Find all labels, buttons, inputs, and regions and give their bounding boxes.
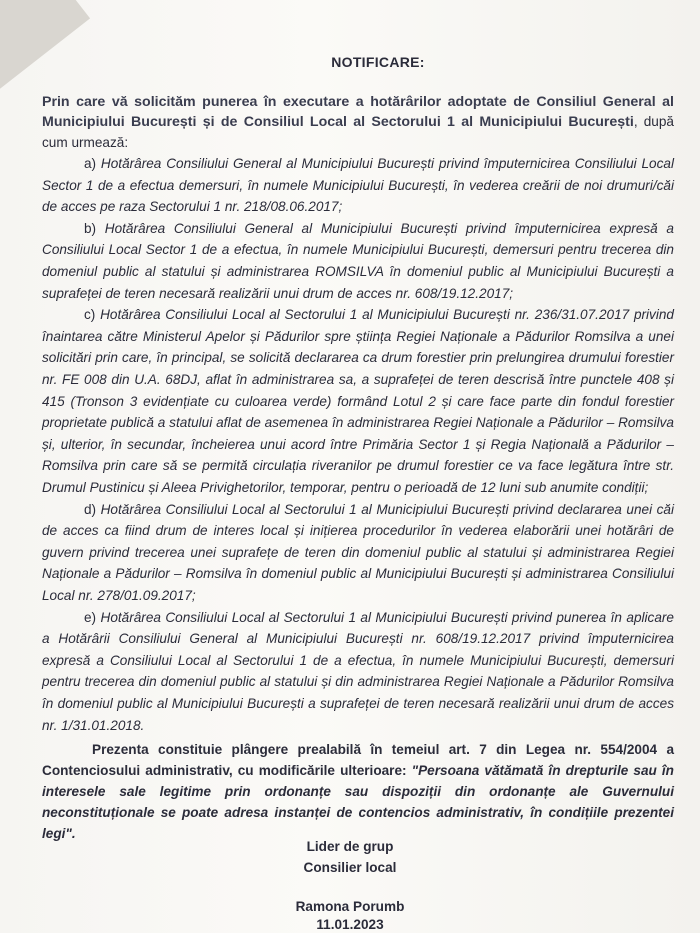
- legal-paragraph: [42, 739, 674, 844]
- legal-text: Prezenta constituie plângere prealabilă în temeiul art. 7 din Legea nr. 554/2004 a Contenciosului administrativ, cu modificările ulterioare:: [42, 742, 674, 779]
- item-label: e): [84, 609, 101, 625]
- item-label: d): [84, 501, 101, 517]
- signature-name: Ramona Porumb: [295, 899, 405, 914]
- intro-paragraph: [42, 92, 674, 154]
- item-text: Hotărârea Consiliului Local al Sectorului 1 al Municipiului București privind punerea în aplicare a Hotărârii Consiliului General al Municipiului București nr. 608/19.12.2017 privind împuternicirea expresă a Consiliului Local al Sectorului 1 de a efectua, în numele Municipiului București, demersuri pentru trecerea din domeniul public al statului și din administrarea Regiei Naționale a Pădurilor Romsilva în domeniul public al Municipiului București a suprafeței de teren necesară realizării unui drum de acces nr. 1/31.01.2018.: [42, 609, 674, 733]
- list-item-c: [42, 304, 674, 498]
- intro-tail-text: , după cum urmează:: [42, 114, 674, 150]
- list-item-d: [42, 499, 674, 607]
- item-text: Hotărârea Consiliului Local al Sectorului 1 al Municipiului București nr. 236/31.07.2017 privind înaintarea către Ministerul Apelor și Pădurilor spre știința Regiei Naționale a Pădurilor Romsilva a unei solicitări prin care, în principal, se solicită declararea ca drum forestier prin prelungirea drumului forestier nr. FE 008 din U.A. 68DJ, aflat în administrarea sa, a suprafeței de teren descrisă între punctele 408 și 415 (Tronson 3 evidențiate cu culoarea verde) formând Lotul 2 și care face parte din fondul forestier proprietate publică a statului aflat de asemenea în administrarea Regiei Naționale a Pădurilor – Romsilva și, ulterior, în secundar, încheierea unui acord între Primăria Sector 1 și Regia Națională a Pădurilor – Romsilva prin care să se permită circulația riveranilor pe drumul forestier ce va face legătura între str. Drumul Pustinicu și Aleea Privighetorilor, temporar, pentru o perioadă de 12 luni sub anumite condiții;: [42, 307, 674, 495]
- item-label: a): [84, 156, 101, 172]
- item-text: Hotărârea Consiliului General al Municipiului București privind împuternicirea expresă a Consiliului Local Sector 1 de a efectua, în numele Municipiului București, demersuri pentru trecerea din domeniul public al statului și administrarea ROMSILVA în domeniul public al Municipiului București a suprafeței de teren necesară realizării unui drum de acces nr. 608/19.12.2017;: [42, 220, 674, 301]
- signature-date: 11.01.2023: [316, 917, 384, 932]
- item-label: b): [84, 220, 105, 236]
- signature-role-1: Lider de grup: [306, 839, 394, 854]
- list-item-e: [42, 607, 674, 737]
- list-item-a: [42, 153, 674, 218]
- item-text: Hotărârea Consiliului Local al Sectorului 1 al Municipiului București privind declararea unei căi de acces ca fiind drum de interes local și inițierea procedurilor în vederea elaborării unei hotărâri de guvern privind trecerea unei suprafețe de teren din domeniul public al statului și administrarea Regiei Naționale a Pădurilor – Romsilva în domeniul public al Municipiului București și administrarea Consiliului Local nr. 278/01.09.2017;: [42, 501, 674, 603]
- document-body: [42, 52, 674, 858]
- item-label: c): [84, 307, 101, 323]
- intro-bold-text: Prin care vă solicităm punerea în executare a hotărârilor adoptate de Consiliul General al Municipiului București și de Consiliul Local al Sectorului 1 al Municipiului București: [42, 93, 674, 131]
- list-item-b: [42, 218, 674, 304]
- document-title: NOTIFICARE:: [331, 54, 425, 70]
- signature-role-2: Consilier local: [303, 860, 397, 875]
- item-text: Hotărârea Consiliului General al Municipiului București privind împuternicirea Consiliului Local Sector 1 de a efectua demersuri, în numele Municipiului București, în vederea creării de noi drumuri/căi de acces pe raza Sectorului 1 nr. 218/08.06.2017;: [42, 156, 674, 215]
- legal-quote: "Persoana vătămată în drepturile sau în interesele sale legitime prin ordonanțe sau dispoziții din ordonanțe ale Guvernului neconstituționale se poate adresa instanței de contencios administrativ, în condițiile prezentei legi".: [42, 763, 674, 842]
